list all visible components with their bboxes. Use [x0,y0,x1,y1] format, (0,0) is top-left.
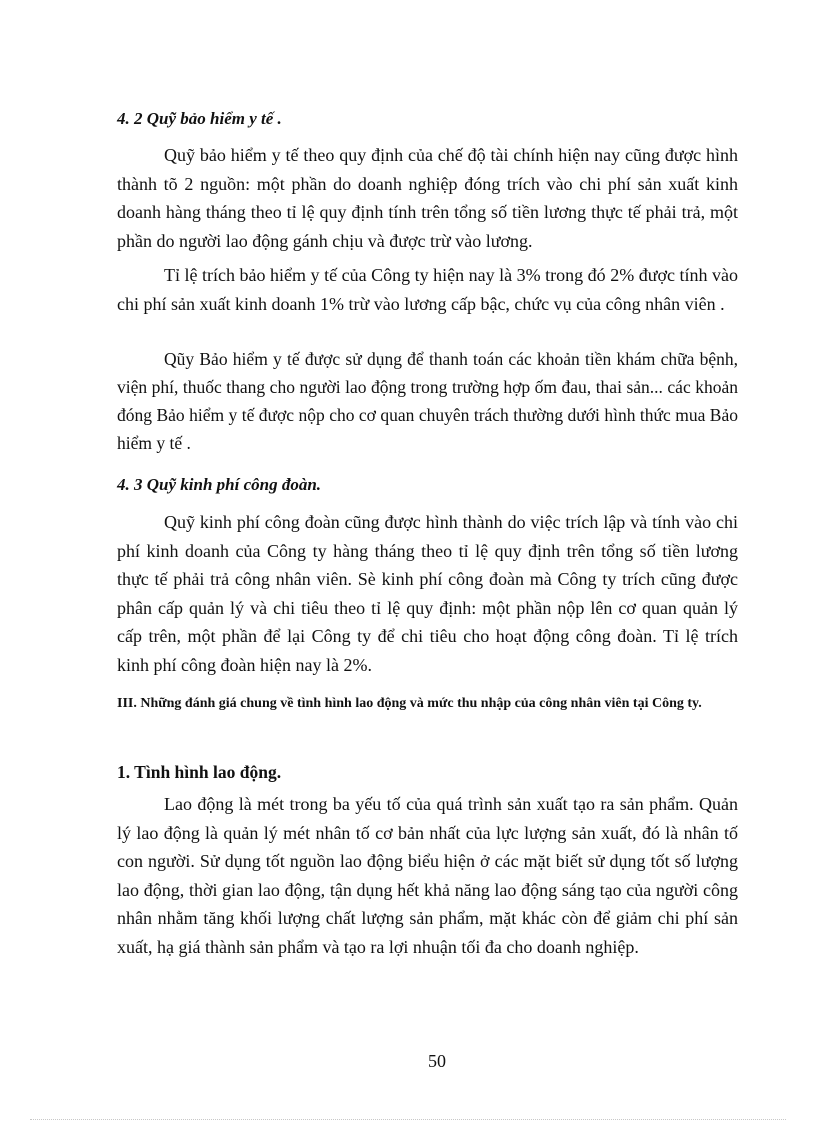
section-heading-labor-situation: 1. Tình hình lao động. [117,762,282,782]
paragraph-health-insurance-usage: Qũy Bảo hiểm y tế được sử dụng để thanh toán các khoản tiền khám chữa bệnh, viện phí, thuốc thang cho người lao động trong trường hợp ốm đau, thai sản... các khoản đóng Bảo hiểm y tế được nộp cho cơ quan chuyên trách thường dưới hình thức mua Bảo hiểm y tế . [117,349,738,453]
page-number: 50 [428,1051,446,1071]
footer-divider [30,1119,786,1120]
paragraph-health-insurance-sources: Quỹ bảo hiểm y tế theo quy định của chế độ tài chính hiện nay cũng được hình thành tõ 2 nguồn: một phần do doanh nghiệp đóng trích vào chi phí sản xuất kinh doanh hàng tháng theo tỉ lệ quy định tính trên tổng số tiền lương thực tế phải trả, một phần do người lao động gánh chịu và được trừ vào lương. [117,145,738,251]
section-heading-union-fund: 4. 3 Quỹ kinh phí công đoàn. [117,475,322,494]
paragraph-health-insurance-rate: Tỉ lệ trích bảo hiểm y tế của Công ty hiện nay là 3% trong đó 2% được tính vào chi phí sản xuất kinh doanh 1% trừ vào lương cấp bậc, chức vụ của công nhân viên . [117,265,738,314]
chapter-heading-general-assessment: III. Những đánh giá chung về tình hình lao động và mức thu nhập của công nhân viên tại Công ty. [117,696,702,711]
paragraph-union-fund: Quỹ kinh phí công đoàn cũng được hình thành do việc trích lập và tính vào chi phí kinh doanh của Công ty hàng tháng theo tỉ lệ quy định trên tổng số tiền lương thực tế phải trả công nhân viên. Sè kinh phí công đoàn mà Công ty trích cũng được phân cấp quản lý và chi tiêu theo tỉ lệ quy định: một phần nộp lên cơ quan quản lý cấp trên, một phần để lại Công ty để chi tiêu cho hoạt động công đoàn. Tỉ lệ trích kinh phí công đoàn hiện nay là 2%. [117,512,738,675]
section-heading-health-insurance-fund: 4. 2 Quỹ bảo hiểm y tế . [117,109,282,128]
paragraph-labor-situation: Lao động là mét trong ba yếu tố của quá trình sản xuất tạo ra sản phẩm. Quản lý lao động là quản lý mét nhân tố cơ bản nhất của lực lượng sản xuất, đó là nhân tố con người. Sử dụng tốt nguồn lao động biểu hiện ở các mặt biết sử dụng tốt số lượng lao động, thời gian lao động, tận dụng hết khả năng lao động sáng tạo của người công nhân nhằm tăng khối lượng chất lượng sản phẩm, mặt khác còn để giảm chi phí sản xuất, hạ giá thành sản phẩm và tạo ra lợi nhuận tối đa cho doanh nghiệp. [117,794,738,957]
